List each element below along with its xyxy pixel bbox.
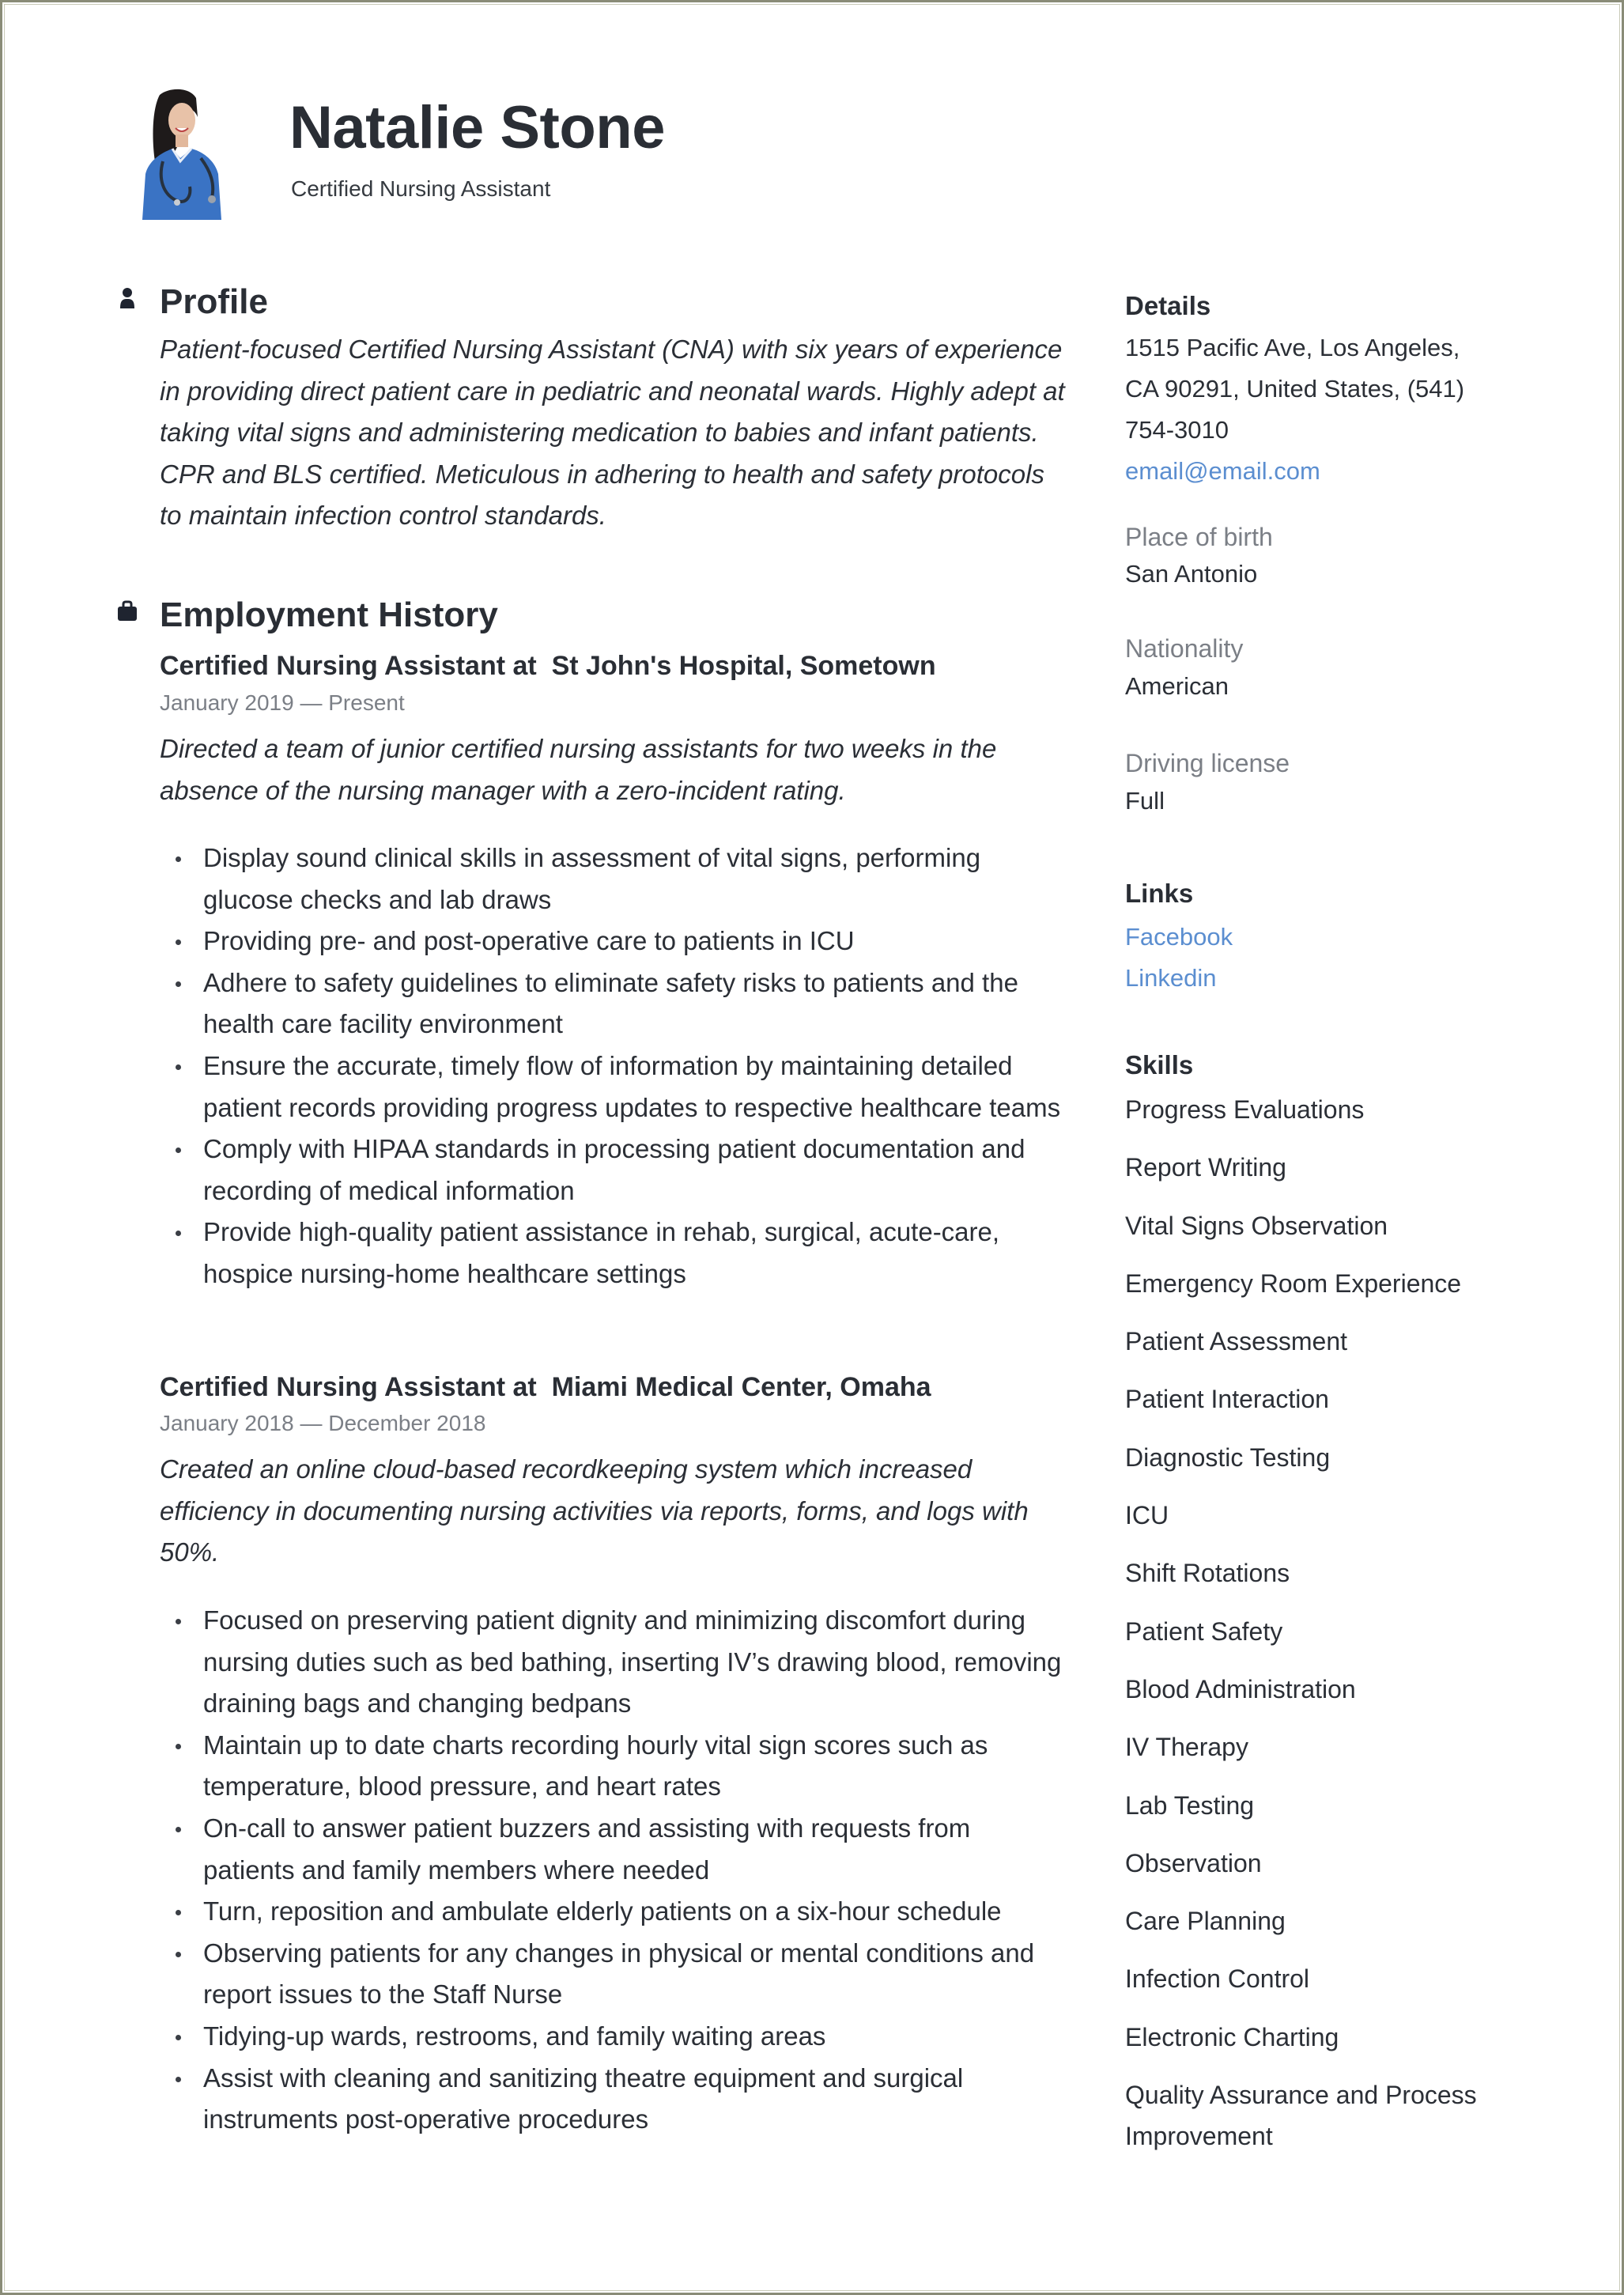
skill-item: Care Planning	[1125, 1907, 1286, 1936]
job-summary-2: Created an online cloud-based recordkeeping system which increased efficiency in documenting nursing activities via reports, forms, and logs with 50%.	[160, 1454, 1029, 1567]
driving-license-value: Full	[1125, 787, 1165, 815]
facebook-link[interactable]: Facebook	[1125, 923, 1233, 951]
skills-heading: Skills	[1125, 1050, 1194, 1079]
skill-item: ICU	[1125, 1501, 1169, 1530]
job-dates-2: January 2018 — December 2018	[160, 1411, 486, 1435]
job-title-1: Certified Nursing Assistant at St John's Hospital, Sometown	[160, 651, 936, 681]
linkedin-link[interactable]: Linkedin	[1125, 964, 1217, 992]
skill-item: Electronic Charting	[1125, 2022, 1339, 2051]
place-of-birth-label: Place of birth	[1125, 523, 1273, 551]
list-item: Adhere to safety guidelines to eliminate safety risks to patients and the health care facility environment	[160, 962, 1069, 1045]
skill-item: Vital Signs Observation	[1125, 1211, 1388, 1240]
list-item: Providing pre- and post-operative care to patients in ICU	[160, 921, 1069, 962]
employment-heading: Employment History	[160, 595, 498, 634]
list-item: Provide high-quality patient assistance in rehab, surgical, acute-care, hospice nursing-home healthcare settings	[160, 1212, 1069, 1295]
list-item: Observing patients for any changes in physical or mental conditions and report issues to the Staff Nurse	[160, 1933, 1069, 2016]
skill-item: Patient Interaction	[1125, 1385, 1329, 1414]
address-phone: 1515 Pacific Ave, Los Angeles, CA 90291, United States, (541) 754-3010	[1125, 334, 1465, 444]
links-heading: Links	[1125, 879, 1194, 908]
list-item: Ensure the accurate, timely flow of information by maintaining detailed patient records providing progress updates to respective healthcare teams	[160, 1045, 1069, 1129]
skill-item: Emergency Room Experience	[1125, 1268, 1462, 1298]
candidate-name: Natalie Stone	[289, 94, 665, 161]
job-dates-1: January 2019 — Present	[160, 690, 405, 715]
job-summary-1: Directed a team of junior certified nursing assistants for two weeks in the absence of the nursing manager with a zero-incident rating.	[160, 734, 997, 805]
driving-license-label: Driving license	[1125, 749, 1290, 777]
briefcase-icon	[115, 599, 139, 623]
skill-item: Diagnostic Testing	[1125, 1442, 1331, 1472]
skill-item: Shift Rotations	[1125, 1559, 1290, 1588]
list-item: Display sound clinical skills in assessment of vital signs, performing glucose checks and lab draws	[160, 837, 1069, 921]
email-link[interactable]: email@email.com	[1125, 457, 1320, 485]
list-item: Focused on preserving patient dignity and minimizing discomfort during nursing duties such as bed bathing, inserting IV’s drawing blood, removing draining bags and changing bedpans	[160, 1600, 1069, 1725]
skill-item: Infection Control	[1125, 1964, 1310, 1994]
place-of-birth-value: San Antonio	[1125, 560, 1258, 588]
skill-item: Report Writing	[1125, 1153, 1286, 1182]
skill-item: Lab Testing	[1125, 1790, 1255, 1820]
job-bullets-1	[160, 837, 1069, 1295]
list-item: On-call to answer patient buzzers and assisting with requests from patients and family members where needed	[160, 1808, 1069, 1891]
list-item: Comply with HIPAA standards in processing patient documentation and recording of medical information	[160, 1129, 1069, 1212]
skill-item: IV Therapy	[1125, 1733, 1248, 1762]
skill-item: Quality Assurance and Process Improvement	[1125, 2081, 1477, 2151]
profile-photo	[128, 85, 234, 220]
nationality-value: American	[1125, 672, 1229, 700]
list-item: Assist with cleaning and sanitizing theatre equipment and surgical instruments post-operative procedures	[160, 2058, 1069, 2141]
profile-summary: Patient-focused Certified Nursing Assistant (CNA) with six years of experience in providing direct patient care in pediatric and neonatal wards. Highly adept at taking vital signs and administering medication to babies and infant patients. CPR and BLS certified. Meticulous in adhering to health and safety protocols to maintain infection control standards.	[160, 335, 1065, 531]
list-item: Tidying-up wards, restrooms, and family waiting areas	[160, 2016, 1069, 2058]
job-title-2: Certified Nursing Assistant at Miami Medical Center, Omaha	[160, 1372, 931, 1402]
skill-item: Patient Safety	[1125, 1616, 1283, 1646]
skill-item: Patient Assessment	[1125, 1327, 1348, 1356]
skill-item: Observation	[1125, 1848, 1262, 1877]
profile-heading: Profile	[160, 282, 268, 321]
list-item: Turn, reposition and ambulate elderly patients on a six-hour schedule	[160, 1891, 1069, 1933]
skills-list	[1125, 1095, 1536, 2186]
person-icon	[115, 286, 139, 310]
skill-item: Progress Evaluations	[1125, 1095, 1365, 1124]
nationality-label: Nationality	[1125, 634, 1244, 663]
skill-item: Blood Administration	[1125, 1674, 1356, 1703]
job-bullets-2	[160, 1600, 1069, 2141]
list-item: Maintain up to date charts recording hourly vital sign scores such as temperature, blood pressure, and heart rates	[160, 1725, 1069, 1808]
candidate-job-title: Certified Nursing Assistant	[291, 176, 551, 201]
details-heading: Details	[1125, 291, 1211, 320]
